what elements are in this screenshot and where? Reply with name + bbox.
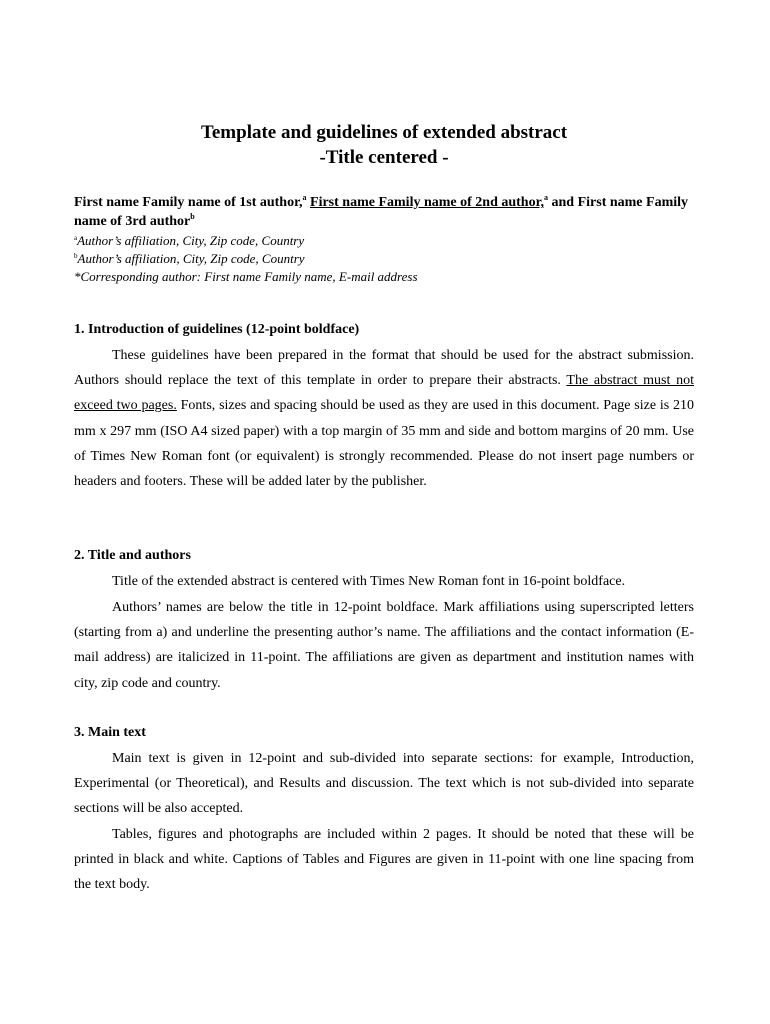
section-heading-title-authors: 2. Title and authors [74,548,191,563]
underlined-text: The abstract must not exceed two pages. [74,373,694,414]
paragraph-figures: Tables, figures and photographs are included within 2 pages. It should be noted that these will be printed in black and white. Captions of Tables and Figures are given in 11-point with one line spacing from the text body. [74,827,694,893]
author-1: First name Family name of 1st author, [74,195,303,210]
paragraph-text: These guidelines have been prepared in the format that should be used for the abstract submission. Authors should replace the text of this template in order to prepare their abstracts. [74,348,694,389]
affiliation-text: Author’s affiliation, City, Zip code, Country [77,233,305,248]
document-title: Template and guidelines of extended abstract [200,122,568,143]
author-3: and First name Family name of 3rd author [74,195,689,229]
document-subtitle: -Title centered - [319,147,449,168]
author-list [74,193,694,231]
affiliation-b [74,250,694,268]
author-1-affiliation-mark: a [302,193,307,202]
corresponding-author [74,268,694,286]
section-heading-main-text: 3. Main text [74,725,146,740]
paragraph-title-info: Title of the extended abstract is centered with Times New Roman font in 16-point boldface. [112,574,626,589]
corresponding-author-text: *Corresponding author: First name Family name, E-mail address [74,269,418,284]
affiliation-mark: a [74,234,78,242]
affiliation-text: Author’s affiliation, City, Zip code, Country [77,251,305,266]
affiliation-a [74,232,694,250]
paragraph-introduction [74,343,694,494]
paragraph-author-info: Authors’ names are below the title in 12-point boldface. Mark affiliations using superscripted letters (starting from a) and underline the presenting author’s name. The affiliations and the contact information (E-mail address) are italicized in 11-point. The affiliations are given as department and institution names with city, zip code and country. [74,600,694,691]
section-heading-introduction: 1. Introduction of guidelines (12-point boldface) [74,322,360,337]
affiliation-mark: b [74,252,78,260]
paragraph-text: Fonts, sizes and spacing should be used as they are used in this document. Page size is 210 mm x 297 mm (ISO A4 sized paper) with a top margin of 35 mm and side and bottom margins of 20 mm. Use of Times New Roman font (or equivalent) is strongly recommended. Please do not insert page numbers or headers and footers. These will be added later by the publisher. [74,398,694,490]
author-3-affiliation-mark: b [190,212,195,221]
author-2-affiliation-mark: a [544,193,549,202]
paragraph-main-text: Main text is given in 12-point and sub-divided into separate sections: for example, Introduction, Experimental (or Theoretical), and Results and discussion. The text which is not sub-divided into separate sections will be also accepted. [74,751,694,817]
presenting-author: First name Family name of 2nd author, [310,195,545,210]
